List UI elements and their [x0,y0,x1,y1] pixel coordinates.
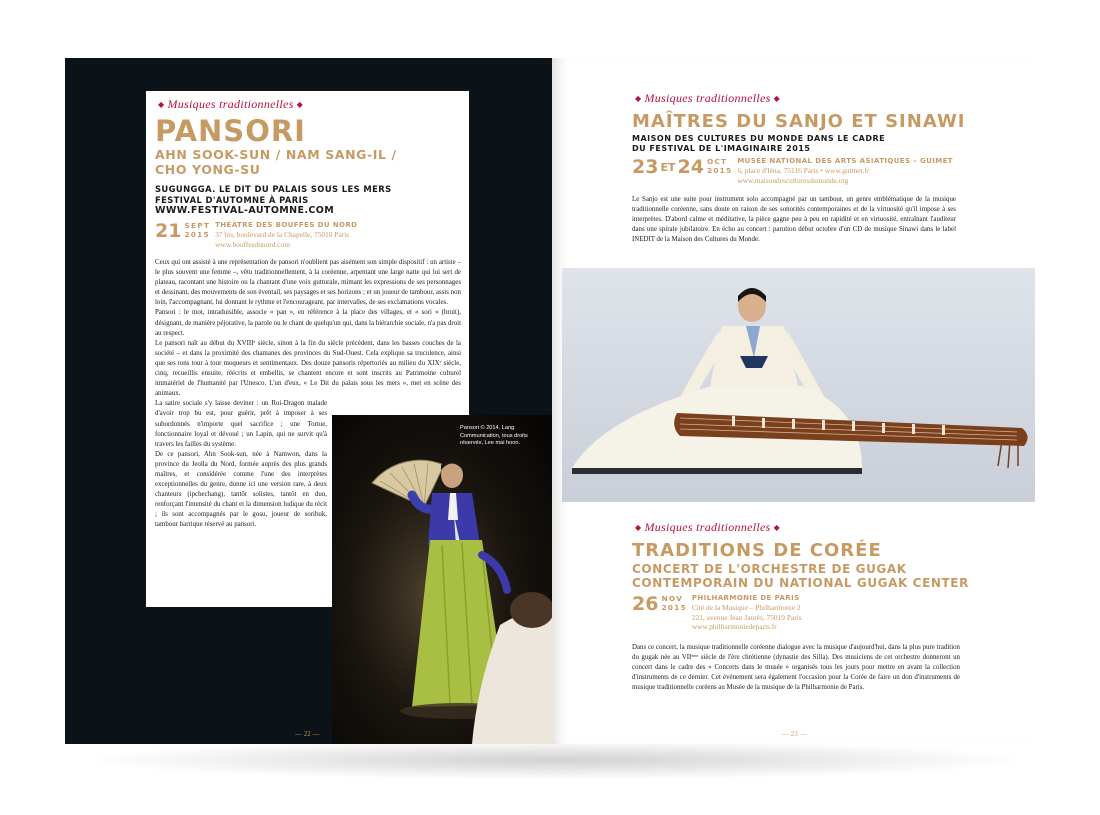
festival-url: WWW.FESTIVAL-AUTOMNE.COM [155,205,335,216]
article-body: Le Sanjo est une suite pour instrument solo accompagné par un tambour, un genre emblématique de la musique traditionnelle coréenne, sans doute en raison de ses sonorités contemporaines et de la virtuosité qu'il impose à ses interprètes. D'abord calme et méditative, la pièce gagne peu à peu en rapidité et en virtuosité, entraînant l'auditeur dans une spirale jubilatoire. En écho au concert : parution début octobre d'un CD de musique Sinawi dans le label INEDIT de la Maison des Cultures du Monde. [632,196,956,244]
page-number-left: — 22 — [295,730,320,738]
artists: AHN SOOK-SUN / NAM SANG-IL / CHO YONG-SU [155,147,397,177]
diamond-icon: ◆ [296,100,304,109]
right-page [552,58,1035,744]
pansori-singer-photo [332,415,552,744]
coree-article [632,520,1027,693]
pansori-illustration [332,415,552,744]
venue-link[interactable]: www.bouffesdunord.com [215,239,291,249]
left-page [65,58,552,744]
venue: PHILHARMONIE DE PARIS Cité de la Musique – Philharmonie 2 221, avenue Jean Jaurès, 75019 Paris www.philharmoniedeparis.fr [691,594,802,631]
article-body: Ceux qui ont assisté à une représentation de pansori n'oublient pas aisément son simple dispositif : un artiste – le plus souvent une femme –, vêtu traditionnellement, à la coréenne, arpentant une large natte qui lui sert de plateau, racontant une histoire ou la chantant d'une voix gutturale, mimant les expressions de ses personnages et dessinant, des mouvements de son éventail, ses paysages et ses horizons ; et un joueur de tambour, assis non loin, l'accompagnant, lui donnant le rythme et l'encourageant, par intervalles, de ses exclamations vocales. Pansori : le mot, intraduisible, associe « pan », en référence à la place des villages, et « sori » (bruit), désignant, de manière péjorative, la parole ou le chant de quelqu'un qui, dans la hiérarchie sociale, n'a pas droit au respect. Le pansori naît au début du XVIIIᵉ siècle, sinon à la fin du siècle précédent, dans les basses couches de la société – et dans la proximité des chamanes des provinces du Sud-Ouest. Cela explique sa truculence, ainsi que ses tons tour à tour moqueurs et sentimentaux. Des douze pansoris répertoriés au milieu du XIXᵉ siècle, cinq, recueillis ensuite, réécrits et embellis, se chantent encore et sont inscrits au Patrimoine culturel immatériel de l'humanité par l'Unesco. L'un d'eux, « Le Dit du palais sous les mers », met en scène des animaux. [155,259,461,398]
diamond-icon: ◆ [158,100,165,109]
article-title: PANSORI [155,114,306,148]
diamond-icon: ◆ [773,94,781,103]
venue: MUSÉE NATIONAL DES ARTS ASIATIQUES – GUIMET 6, place d'Iéna, 75116 Paris • www.guimet.fr www.maisondesculturesdumonde.org [737,157,953,185]
article-title: MAÎTRES DU SANJO ET SINAWI [632,111,966,132]
rubric: ◆ Musiques traditionnelles ◆ [158,97,304,111]
diamond-icon: ◆ [635,523,642,532]
page-number-right: — 23 — [782,730,807,738]
event-date: 21 SEPT 2015 THÉÂTRE DES BOUFFES DU NORD 37 bis, boulevard de la Chapelle, 75010 Paris www.bouffesdunord.com [155,220,358,249]
spread-shadow [80,740,1030,780]
event-date: 26 NOV 2015 PHILHARMONIE DE PARIS Cité de la Musique – Philharmonie 2 221, avenue Jean Jaurès, 75019 Paris www.philharmoniedeparis.fr [632,593,802,631]
article-title: TRADITIONS DE CORÉE [632,540,882,561]
rubric: ◆ Musiques traditionnelles ◆ [635,91,781,105]
rubric: ◆ Musiques traditionnelles ◆ [635,520,781,534]
event-date: 23 ET 24 OCT 2015 MUSÉE NATIONAL DES ARTS ASIATIQUES – GUIMET 6, place d'Iéna, 75116 Paris • www.guimet.fr www.maisondesculturesdumonde.org [632,156,953,185]
diamond-icon: ◆ [635,94,642,103]
venue-link[interactable]: www.maisondesculturesdumonde.org [737,175,849,185]
gayageum-illustration [562,268,1035,502]
article-subhead: SUGUNGGA. LE DIT DU PALAIS SOUS LES MERS FESTIVAL D'AUTOMNE À PARIS WWW.FESTIVAL-AUTOMNE.COM [155,184,461,217]
article-body-narrow: La satire sociale s'y laisse deviner : un Roi-Dragon malade d'avoir trop bu est, pour guérir, prêt à imposer à ses subordonnés n'importe quel sacrifice ; une Tortue, fonctionnaire loyal et dévoué ; un Lapin, qui ne survit qu'à travers les failles du système. De ce pansori, Ahn Sook-sun, née à Namwon, dans la province du Jeolla du Nord, formée auprès des plus grands maîtres, et considérée comme l'une des interprètes exceptionnelles du genre, donne ici une version rare, à deux chanteurs (ipchechang), tantôt solistes, tantôt en duo, renforçant l'intensité du chant et la dimension ludique du récit ; ils sont accompagnés par le gosu, joueur de soribuk, tambour barrique réservé au pansori. [155,400,327,529]
article-body: Dans ce concert, la musique traditionnelle coréenne dialogue avec la musique d'aujourd'hui, dans la plus pure tradition du gugak née au VIIᵉᵐᵉ siècle de l'ère chrétienne (dynastie des Silla). Des musiciens de cet orchestre donneront un concert dans le cadre des « Concerts dans le musée » organisés tous les jours pour mettre en avant la collection d'instruments de ce dernier. Cet événement sera également l'occasion pour la Corée de faire un don d'instruments de musique traditionnelle coréens au Musée de la musique de la Philharmonie de Paris. [632,643,960,691]
photo-caption: Pansori © 2014. Lang Communication, tous droits réservés, Lee mai hoon. [460,425,528,446]
venue-link[interactable]: www.philharmoniedeparis.fr [691,622,777,631]
diamond-icon: ◆ [773,523,781,532]
venue: THÉÂTRE DES BOUFFES DU NORD 37 bis, boulevard de la Chapelle, 75010 Paris www.bouffesdunord.com [215,221,358,249]
gayageum-player-photo [562,268,1035,502]
article-subtitle: MAISON DES CULTURES DU MONDE DANS LE CADRE DU FESTIVAL DE L'IMAGINAIRE 2015 [632,134,886,153]
sanjo-article [632,91,1022,245]
article-subtitle: CONCERT DE L'ORCHESTRE DE GUGAK CONTEMPORAIN DU NATIONAL GUGAK CENTER [632,562,969,590]
